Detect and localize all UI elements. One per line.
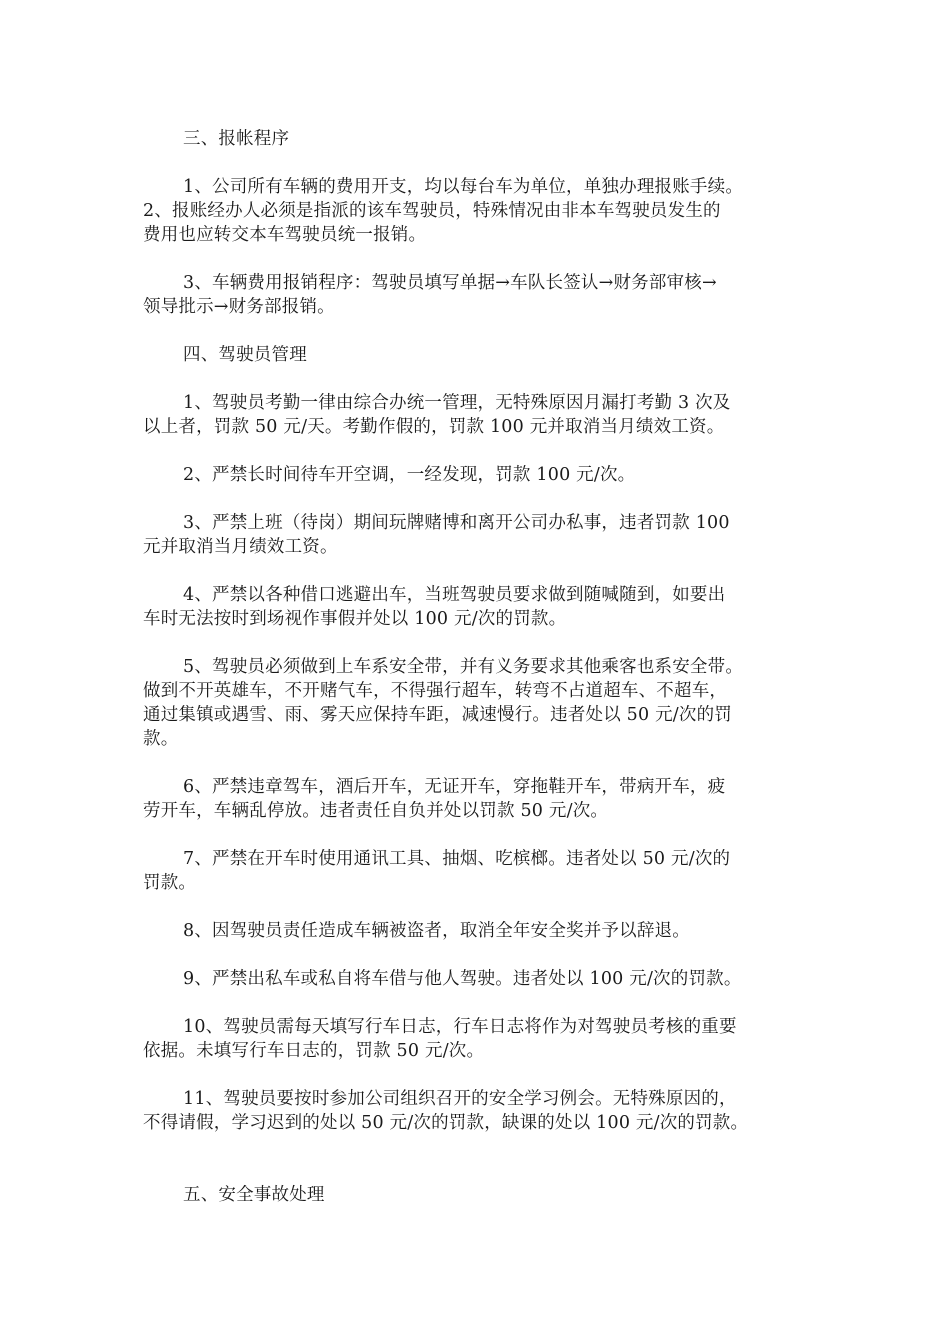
- paragraph-line: 车时无法按时到场视作事假并处以 100 元/次的罚款。: [143, 609, 567, 629]
- paragraph-line: 以上者，罚款 50 元/天。考勤作假的，罚款 100 元并取消当月绩效工资。: [143, 417, 725, 437]
- paragraph-line: 4、严禁以各种借口逃避出车，当班驾驶员要求做到随喊随到，如要出: [183, 585, 726, 605]
- paragraph-line: 款。: [143, 729, 179, 749]
- heading-section-4: 四、驾驶员管理: [183, 345, 307, 365]
- paragraph-line: 元并取消当月绩效工资。: [143, 537, 338, 557]
- paragraph-line: 1、驾驶员考勤一律由综合办统一管理，无特殊原因月漏打考勤 3 次及: [183, 393, 731, 413]
- paragraph-line: 做到不开英雄车，不开赌气车，不得强行超车，转弯不占道超车、不超车，: [143, 681, 728, 701]
- paragraph-line: 10、驾驶员需每天填写行车日志，行车日志将作为对驾驶员考核的重要: [183, 1017, 737, 1037]
- paragraph-line: 8、因驾驶员责任造成车辆被盗者，取消全年安全奖并予以辞退。: [183, 921, 690, 941]
- paragraph-line: 7、严禁在开车时使用通讯工具、抽烟、吃槟榔。违者处以 50 元/次的: [183, 849, 731, 869]
- paragraph-line: 罚款。: [143, 873, 197, 893]
- paragraph-line: 依据。未填写行车日志的，罚款 50 元/次。: [143, 1041, 485, 1061]
- paragraph-line: 3、车辆费用报销程序：驾驶员填写单据→车队长签认→财务部审核→: [183, 273, 717, 293]
- heading-section-3: 三、报帐程序: [183, 129, 290, 149]
- heading-section-5: 五、安全事故处理: [183, 1185, 325, 1205]
- paragraph-line: 通过集镇或遇雪、雨、雾天应保持车距，减速慢行。违者处以 50 元/次的罚: [143, 705, 732, 725]
- paragraph-line: 6、严禁违章驾车，酒后开车，无证开车，穿拖鞋开车，带病开车，疲: [183, 777, 726, 797]
- paragraph-line: 3、严禁上班（待岗）期间玩牌赌博和离开公司办私事，违者罚款 100: [183, 513, 730, 533]
- paragraph-line: 领导批示→财务部报销。: [143, 297, 335, 317]
- paragraph-line: 费用也应转交本车驾驶员统一报销。: [143, 225, 427, 245]
- paragraph-line: 5、驾驶员必须做到上车系安全带，并有义务要求其他乘客也系安全带。: [183, 657, 744, 677]
- paragraph-line: 11、驾驶员要按时参加公司组织召开的安全学习例会。无特殊原因的，: [183, 1089, 737, 1109]
- paragraph-line: 劳开车，车辆乱停放。违者责任自负并处以罚款 50 元/次。: [143, 801, 609, 821]
- paragraph-line: 2、报账经办人必须是指派的该车驾驶员，特殊情况由非本车驾驶员发生的: [143, 201, 721, 221]
- paragraph-line: 不得请假，学习迟到的处以 50 元/次的罚款，缺课的处以 100 元/次的罚款。: [143, 1113, 749, 1133]
- paragraph-line: 9、严禁出私车或私自将车借与他人驾驶。违者处以 100 元/次的罚款。: [183, 969, 742, 989]
- paragraph-line: 2、严禁长时间待车开空调，一经发现，罚款 100 元/次。: [183, 465, 636, 485]
- paragraph-line: 1、公司所有车辆的费用开支，均以每台车为单位，单独办理报账手续。: [183, 177, 744, 197]
